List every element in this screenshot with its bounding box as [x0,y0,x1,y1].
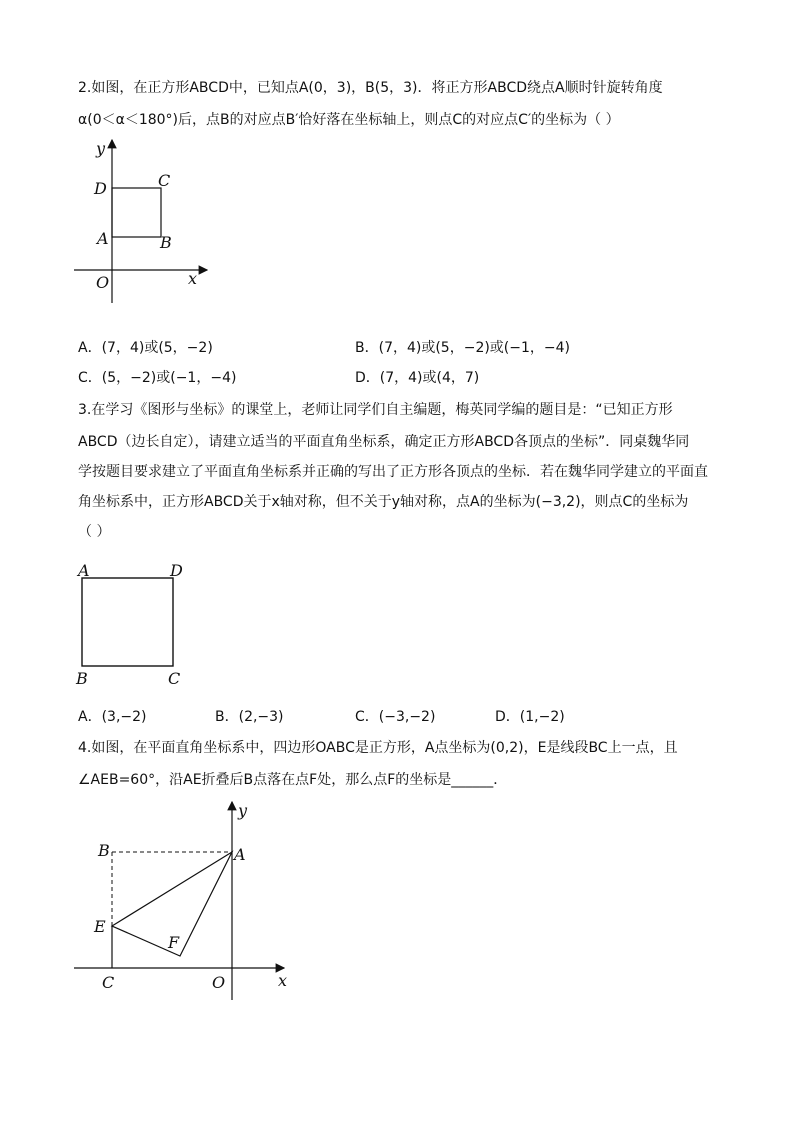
q2-label-C: C [158,171,171,190]
q2-option-d[interactable]: D．(7，4)或(4，7) [355,370,480,386]
q4-label-x: x [278,971,288,990]
q3-label-B: B [76,669,88,688]
q3-option-a[interactable]: A．(3,−2) [78,709,147,725]
q3-option-c[interactable]: C．(−3,−2) [355,709,436,725]
q3-option-b[interactable]: B．(2,−3) [215,709,284,725]
q4-stem-line1: 4.如图，在平面直角坐标系中，四边形OABC是正方形，A点坐标为(0,2)，E是线段BC上一点，且 [78,740,678,756]
q3-stem-line3: 学按题目要求建立了平面直角坐标系并正确的写出了正方形各顶点的坐标．若在魏华同学建立的平面直 [78,464,708,480]
q2-label-D: D [94,179,107,198]
q3-stem-line5: （ ） [78,524,111,540]
q2-stem-line2: α(0＜α＜180°)后，点B的对应点B′恰好落在坐标轴上，则点C的对应点C′的坐标为（ ） [78,112,620,128]
q2-option-b[interactable]: B．(7，4)或(5，−2)或(−1，−4) [355,340,571,356]
q3-stem-line1: 3.在学习《图形与坐标》的课堂上，老师让同学们自主编题，梅英同学编的题目是：“已知正方形 [78,402,673,418]
q4-label-y: y [238,801,248,820]
q2-label-O: O [96,273,110,292]
q2-label-B: B [160,233,172,252]
q3-stem-line2: ABCD（边长自定），请建立适当的平面直角坐标系，确定正方形ABCD各顶点的坐标”．同桌魏华同 [78,434,690,450]
q2-label-y: y [96,139,106,158]
q3-label-A: A [78,561,90,580]
q4-label-B: B [98,841,110,860]
q4-label-E: E [94,917,106,936]
q2-label-A: A [97,229,109,248]
q2-stem-line1: 2.如图，在正方形ABCD中，已知点A(0，3)，B(5，3)．将正方形ABCD绕点A顺时针旋转角度 [78,80,663,96]
q2-option-c[interactable]: C．(5，−2)或(−1，−4) [78,370,237,386]
q2-label-x: x [188,269,198,288]
q3-label-D: D [170,561,183,580]
q3-stem-line4: 角坐标系中，正方形ABCD关于x轴对称，但不关于y轴对称，点A的坐标为(−3,2)，则点C的坐标为 [78,494,689,510]
q2-square [112,188,161,237]
q2-option-a[interactable]: A．(7，4)或(5，−2) [78,340,213,356]
q4-label-A: A [234,845,246,864]
q4-label-C: C [102,973,115,992]
q3-figure [72,560,192,690]
q3-option-d[interactable]: D．(1,−2) [495,709,565,725]
q3-label-C: C [168,669,181,688]
q4-label-O: O [212,973,226,992]
q4-stem-line2: ∠AEB=60°，沿AE折叠后B点落在点F处，那么点F的坐标是______． [78,772,508,788]
q3-square [82,578,173,666]
q2-figure [72,138,212,308]
q4-label-F: F [168,933,180,952]
q4-figure [72,800,312,1010]
